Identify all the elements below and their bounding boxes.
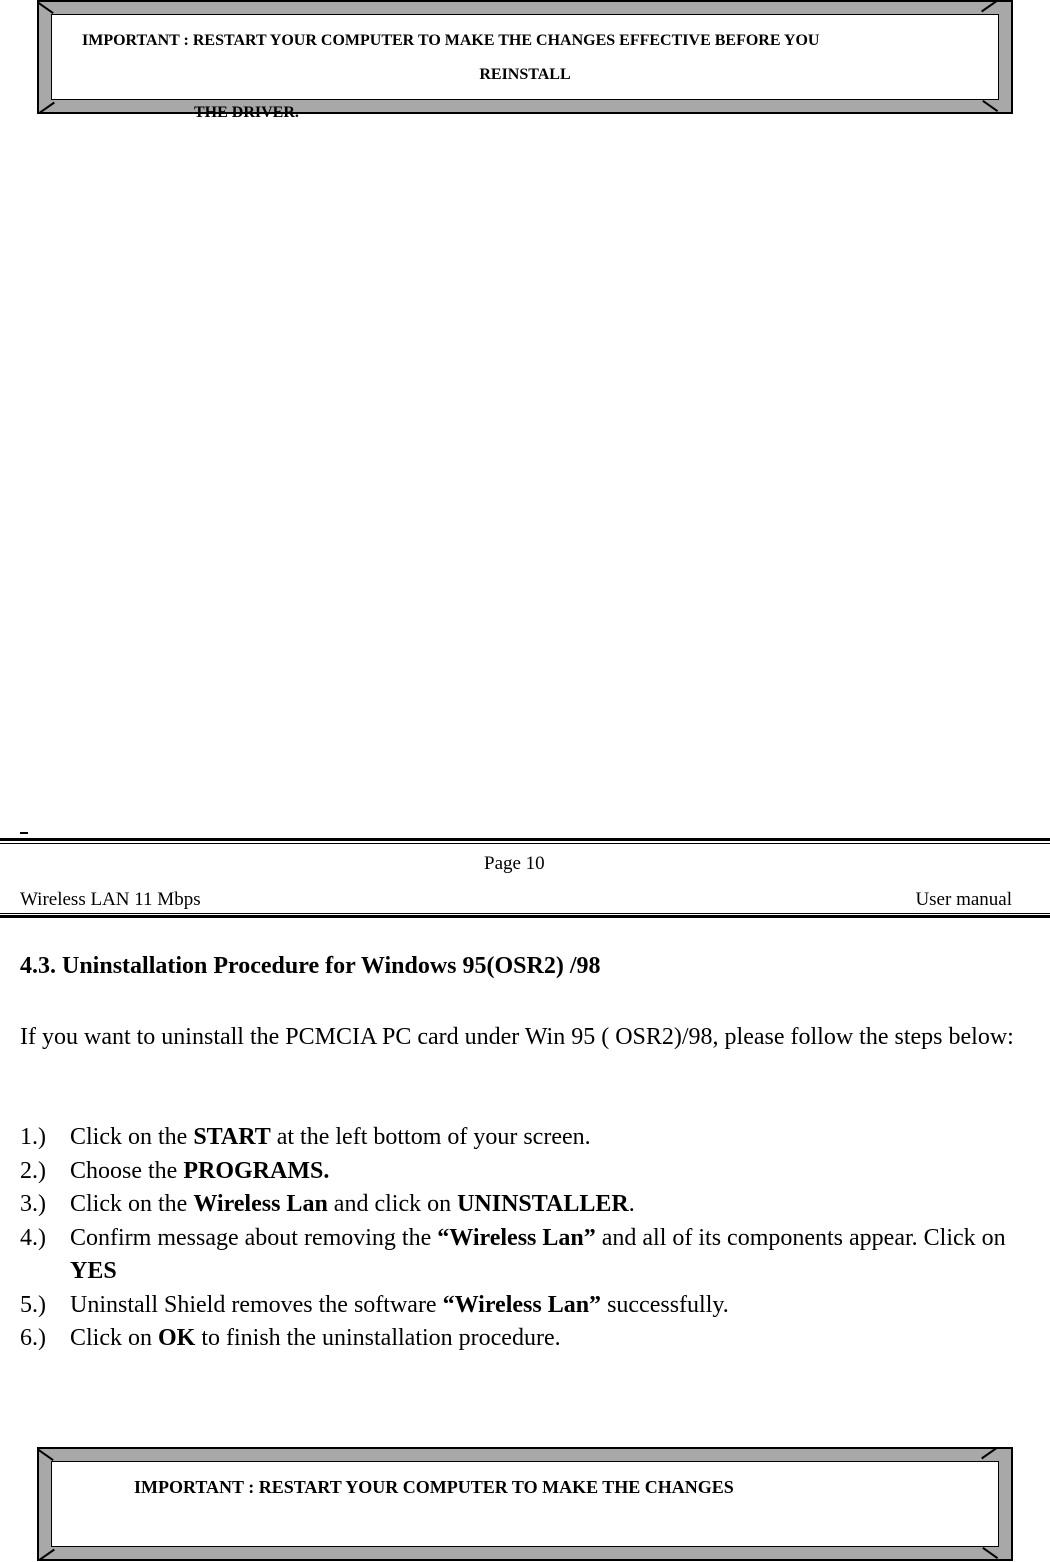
top-notice-box xyxy=(37,0,1013,114)
bevel-corner xyxy=(39,102,55,114)
step-emphasis: YES xyxy=(70,1258,117,1284)
header-rule-thick xyxy=(0,915,1050,918)
section-intro: If you want to uninstall the PCMCIA PC card under Win 95 ( OSR2)/98, please follow the steps below: xyxy=(20,1024,1014,1050)
bevel-corner xyxy=(981,1447,997,1459)
step-emphasis: “Wireless Lan” xyxy=(442,1291,602,1318)
step-list xyxy=(20,1121,1030,1356)
bottom-notice-inner xyxy=(51,1461,999,1547)
stray-dash xyxy=(20,832,28,834)
top-notice-line3: THE DRIVER. xyxy=(194,104,299,121)
step-text: Click on the xyxy=(70,1124,194,1150)
step-text: Choose the xyxy=(70,1157,184,1184)
bevel-corner xyxy=(38,2,54,14)
page-rule-top xyxy=(0,838,1050,841)
bottom-notice-box xyxy=(37,1447,1013,1561)
bevel-corner xyxy=(981,0,997,12)
bottom-notice-line1: IMPORTANT : RESTART YOUR COMPUTER TO MAKE THE CHANGES xyxy=(134,1477,734,1497)
section-title: 4.3. Uninstallation Procedure for Windows 95(OSR2) /98 xyxy=(20,953,601,979)
step-emphasis: Wireless Lan xyxy=(193,1191,328,1217)
step-emphasis: OK xyxy=(158,1325,196,1351)
step-number: 5.) xyxy=(20,1291,46,1318)
bevel-corner xyxy=(39,1549,55,1561)
bevel-corner xyxy=(982,1547,998,1559)
step-text: to finish the uninstallation procedure. xyxy=(195,1325,561,1351)
step-number: 2.) xyxy=(20,1157,46,1184)
step-text: Click on xyxy=(70,1325,158,1351)
step-number: 4.) xyxy=(20,1224,46,1251)
step-text: Uninstall Shield removes the software xyxy=(70,1291,443,1318)
bevel-corner xyxy=(982,100,998,112)
step-number: 6.) xyxy=(20,1325,46,1351)
step-number: 1.) xyxy=(20,1124,46,1150)
step-item xyxy=(20,1289,1030,1323)
step-text: . xyxy=(628,1191,635,1217)
step-item xyxy=(20,1222,1030,1289)
step-text: and all of its components appear. Click on xyxy=(595,1224,1006,1251)
header-doc-type: User manual xyxy=(915,889,1012,910)
step-emphasis: UNINSTALLER xyxy=(457,1191,629,1217)
header-rule-thin xyxy=(0,913,1050,914)
step-text: at the left bottom of your screen. xyxy=(270,1124,591,1150)
header-title: Wireless LAN 11 Mbps xyxy=(20,889,201,910)
top-notice-inner xyxy=(51,14,999,100)
step-item xyxy=(20,1188,1030,1222)
step-text: Click on the xyxy=(70,1191,194,1217)
step-number: 3.) xyxy=(20,1191,46,1217)
step-item xyxy=(20,1121,1030,1155)
step-emphasis: PROGRAMS. xyxy=(183,1157,330,1184)
bevel-corner xyxy=(38,1449,54,1461)
step-text: and click on xyxy=(327,1191,458,1217)
step-item xyxy=(20,1322,1030,1356)
top-notice-line1: IMPORTANT : RESTART YOUR COMPUTER TO MAKE THE CHANGES EFFECTIVE BEFORE YOU xyxy=(82,32,820,49)
step-emphasis: START xyxy=(193,1124,271,1150)
step-emphasis: “Wireless Lan” xyxy=(437,1224,596,1251)
step-text: successfully. xyxy=(601,1291,729,1318)
step-text: Confirm message about removing the xyxy=(70,1224,438,1251)
step-item xyxy=(20,1155,1030,1189)
top-notice-line2: REINSTALL xyxy=(479,66,571,83)
page-number: Page 10 xyxy=(484,853,545,874)
page-rule-top-thin xyxy=(0,843,1050,844)
